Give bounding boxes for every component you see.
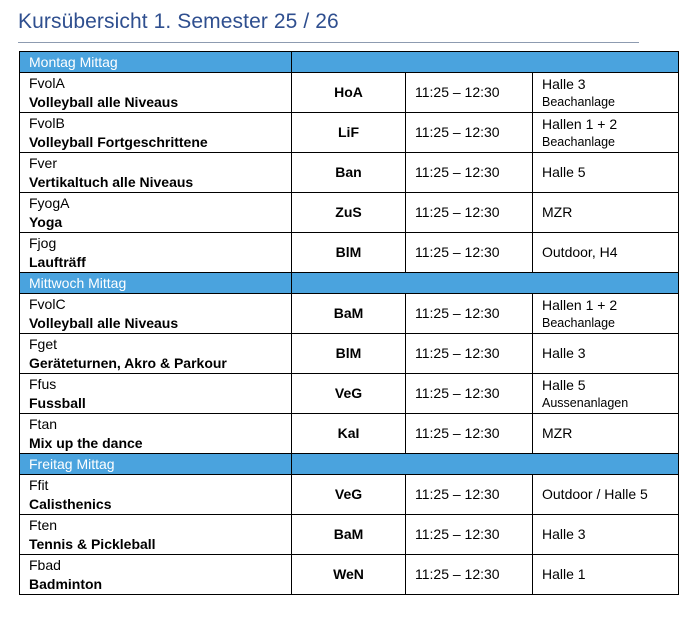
room-name: Halle 3 (542, 75, 586, 92)
course-code: Fget (29, 335, 58, 352)
course-time: 11:25 – 12:30 (406, 294, 533, 334)
room-cell (533, 73, 679, 113)
table-row (20, 374, 679, 414)
course-name: Laufträff (29, 253, 86, 270)
course-time: 11:25 – 12:30 (406, 374, 533, 414)
course-cell (20, 374, 292, 414)
room-cell (533, 555, 679, 595)
room-name: Halle 3 (542, 526, 586, 542)
course-time: 11:25 – 12:30 (406, 475, 533, 515)
course-time: 11:25 – 12:30 (406, 515, 533, 555)
room-name: Outdoor, H4 (542, 244, 618, 260)
section-label: Montag Mittag (20, 52, 292, 73)
section-label: Mittwoch Mittag (20, 273, 292, 294)
teacher-code: ZuS (292, 193, 406, 233)
table-row (20, 555, 679, 595)
table-row (20, 153, 679, 193)
room-name: Hallen 1 + 2 (542, 115, 618, 132)
course-name: Mix up the dance (29, 434, 143, 451)
room-cell (533, 193, 679, 233)
course-cell (20, 555, 292, 595)
course-table-body (20, 52, 679, 595)
teacher-code: BlM (292, 233, 406, 273)
course-name: Tennis & Pickleball (29, 535, 156, 552)
room-name: Outdoor / Halle 5 (542, 486, 648, 502)
course-time: 11:25 – 12:30 (406, 334, 533, 374)
course-time: 11:25 – 12:30 (406, 233, 533, 273)
teacher-code: Ban (292, 153, 406, 193)
room-cell (533, 414, 679, 454)
table-row (20, 414, 679, 454)
room-cell (533, 334, 679, 374)
course-cell (20, 193, 292, 233)
room-name: Hallen 1 + 2 (542, 296, 618, 313)
table-row (20, 233, 679, 273)
course-time: 11:25 – 12:30 (406, 193, 533, 233)
course-cell (20, 113, 292, 153)
course-code: Ffus (29, 375, 57, 392)
course-cell (20, 414, 292, 454)
room-note: Beachanlage (542, 315, 615, 330)
course-cell (20, 475, 292, 515)
course-code: Fjog (29, 234, 57, 251)
course-name: Volleyball alle Niveaus (29, 314, 179, 331)
section-header-filler (292, 273, 679, 294)
room-name: Halle 1 (542, 566, 586, 582)
course-cell (20, 153, 292, 193)
room-note: Beachanlage (542, 134, 615, 149)
course-code: Ftan (29, 415, 58, 432)
table-row (20, 515, 679, 555)
course-code: FvolB (29, 114, 65, 131)
room-name: Halle 3 (542, 345, 586, 361)
table-row (20, 193, 679, 233)
course-cell (20, 294, 292, 334)
teacher-code: BaM (292, 294, 406, 334)
section-header-row (20, 273, 679, 294)
course-name: Vertikaltuch alle Niveaus (29, 173, 194, 190)
table-row (20, 334, 679, 374)
room-note: Aussenanlagen (542, 395, 629, 410)
section-header-filler (292, 52, 679, 73)
course-name: Geräteturnen, Akro & Parkour (29, 354, 227, 371)
room-note: Beachanlage (542, 94, 615, 109)
table-row (20, 475, 679, 515)
course-code: FyogA (29, 194, 70, 211)
course-time: 11:25 – 12:30 (406, 153, 533, 193)
room-name: MZR (542, 204, 573, 220)
title-underline (18, 42, 639, 43)
room-cell (533, 233, 679, 273)
course-table (19, 51, 679, 595)
section-header-row (20, 454, 679, 475)
course-cell (20, 233, 292, 273)
course-name: Yoga (29, 213, 63, 230)
teacher-code: KaI (292, 414, 406, 454)
room-cell (533, 374, 679, 414)
course-code: Ften (29, 516, 58, 533)
course-cell (20, 334, 292, 374)
section-header-row (20, 52, 679, 73)
room-name: Halle 5 (542, 164, 586, 180)
teacher-code: LiF (292, 113, 406, 153)
course-code: FvolA (29, 74, 65, 91)
course-code: Fver (29, 154, 57, 171)
course-time: 11:25 – 12:30 (406, 73, 533, 113)
course-name: Fussball (29, 394, 86, 411)
section-label: Freitag Mittag (20, 454, 292, 475)
teacher-code: HoA (292, 73, 406, 113)
course-cell (20, 73, 292, 113)
teacher-code: VeG (292, 374, 406, 414)
course-name: Volleyball Fortgeschrittene (29, 133, 208, 150)
course-time: 11:25 – 12:30 (406, 113, 533, 153)
table-row (20, 294, 679, 334)
page-title: Kursübersicht 1. Semester 25 / 26 (18, 10, 339, 33)
section-header-filler (292, 454, 679, 475)
teacher-code: BlM (292, 334, 406, 374)
teacher-code: WeN (292, 555, 406, 595)
course-code: Ffit (29, 476, 49, 493)
room-cell (533, 515, 679, 555)
course-name: Badminton (29, 575, 103, 592)
course-code: FvolC (29, 295, 66, 312)
room-cell (533, 153, 679, 193)
room-cell (533, 113, 679, 153)
course-time: 11:25 – 12:30 (406, 414, 533, 454)
teacher-code: VeG (292, 475, 406, 515)
table-row (20, 113, 679, 153)
course-name: Calisthenics (29, 495, 112, 512)
course-cell (20, 515, 292, 555)
room-cell (533, 475, 679, 515)
room-name: Halle 5 (542, 376, 586, 393)
course-time: 11:25 – 12:30 (406, 555, 533, 595)
room-name: MZR (542, 425, 573, 441)
teacher-code: BaM (292, 515, 406, 555)
table-row (20, 73, 679, 113)
course-code: Fbad (29, 556, 61, 573)
course-name: Volleyball alle Niveaus (29, 93, 179, 110)
room-cell (533, 294, 679, 334)
